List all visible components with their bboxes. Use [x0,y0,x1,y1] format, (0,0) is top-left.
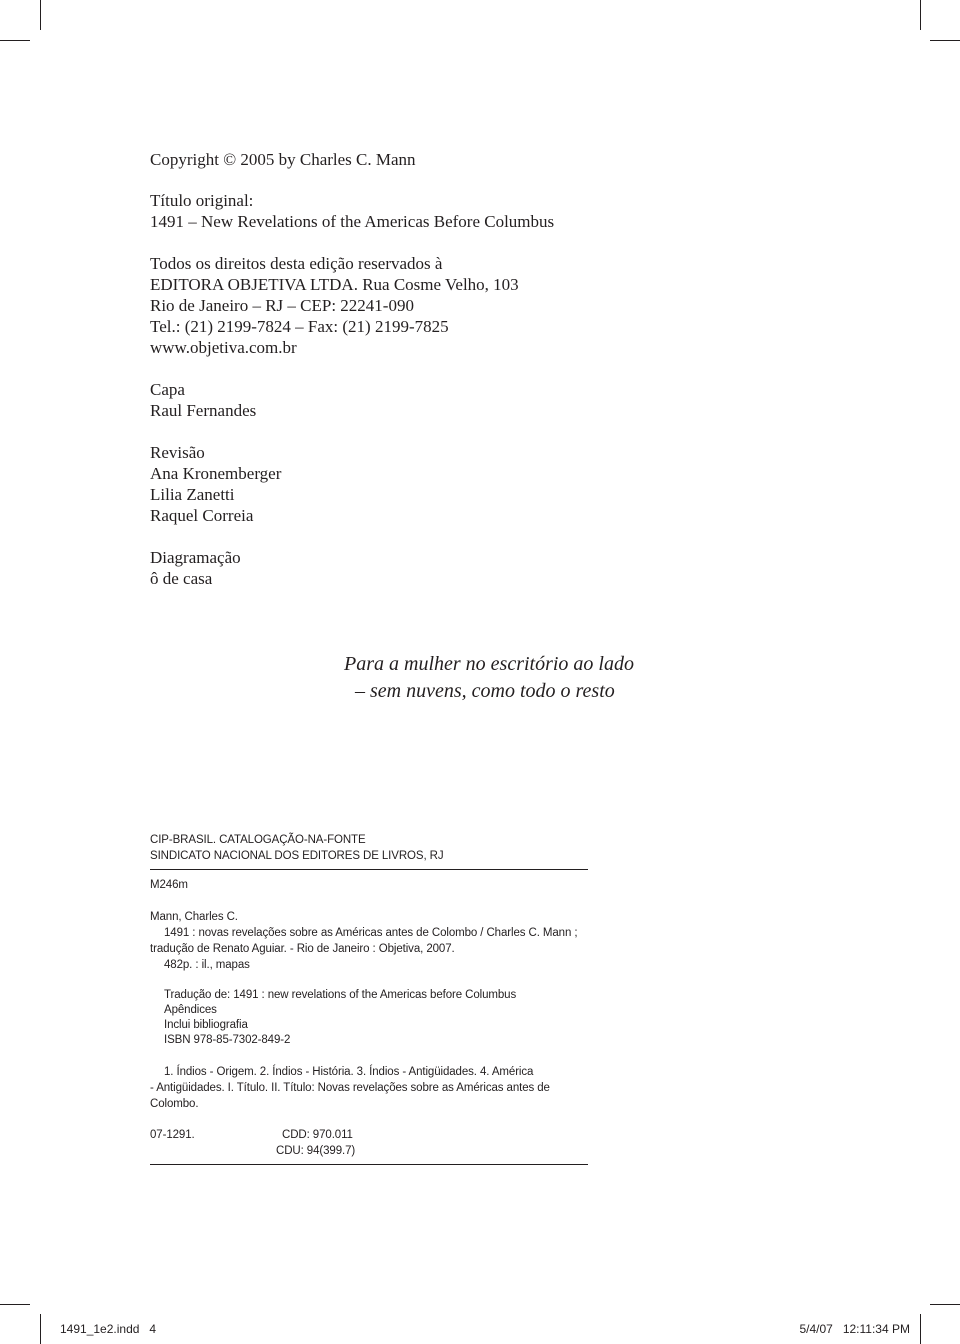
crop-mark-top-right-horizontal [930,40,960,41]
cip-note: Tradução de: 1491 : new revelations of the Americas before Columbus [164,989,517,1001]
cip-cdd: CDD: 970.011 [282,1129,353,1141]
credit-role-revision: Revisão [150,443,205,462]
crop-mark-top-left-horizontal [0,40,30,41]
cip-title-line: tradução de Renato Aguiar. - Rio de Janeiro : Objetiva, 2007. [150,943,455,955]
slug-filename: 1491_1e2.indd 4 [60,1322,157,1336]
cip-isbn: ISBN 978-85-7302-849-2 [164,1034,291,1046]
credit-name: Lilia Zanetti [150,485,235,504]
publisher-line: EDITORA OBJETIVA LTDA. Rua Cosme Velho, 103 [150,275,519,294]
publisher-line: Rio de Janeiro – RJ – CEP: 22241-090 [150,296,414,315]
cip-subjects-line: 1. Índios - Origem. 2. Índios - História. 3. Índios - Antigüidades. 4. América [164,1066,534,1078]
cip-call-number: M246m [150,879,188,891]
cip-author: Mann, Charles C. [150,911,238,923]
publisher-website: www.objetiva.com.br [150,338,297,357]
cip-top-rule [150,869,588,870]
crop-mark-top-right-vertical [920,0,921,30]
cip-note: Apêndices [164,1004,217,1016]
credit-name: Raquel Correia [150,506,254,525]
crop-mark-bottom-left-vertical [40,1314,41,1344]
cip-cdu: CDU: 94(399.7) [276,1145,356,1157]
publisher-line: Todos os direitos desta edição reservados à [150,254,443,273]
cip-header: CIP-BRASIL. CATALOGAÇÃO-NA-FONTE [150,834,366,846]
publisher-line: Tel.: (21) 2199-7824 – Fax: (21) 2199-7825 [150,317,449,336]
credit-name: Raul Fernandes [150,401,257,420]
copyright-line: Copyright © 2005 by Charles C. Mann [150,150,416,169]
dedication-line: Para a mulher no escritório ao lado [344,653,634,675]
crop-mark-bottom-right-vertical [920,1314,921,1344]
cip-subjects-line: Colombo. [150,1098,199,1110]
crop-mark-bottom-right-horizontal [930,1304,960,1305]
original-title-label: Título original: [150,191,254,210]
credit-role-layout: Diagramação [150,548,241,567]
cip-subjects-line: - Antigüidades. I. Título. II. Título: Novas revelações sobre as Américas antes de [150,1082,550,1094]
original-title: 1491 – New Revelations of the Americas Before Columbus [150,212,555,231]
dedication-line: – sem nuvens, como todo o resto [355,680,615,702]
cip-bottom-rule [150,1164,588,1165]
credit-name: ô de casa [150,569,213,588]
cip-note: Inclui bibliografia [164,1019,248,1031]
cip-title-line: 1491 : novas revelações sobre as Américas antes de Colombo / Charles C. Mann ; [164,927,578,939]
cip-physical-description: 482p. : il., mapas [164,959,250,971]
crop-mark-top-left-vertical [40,0,41,30]
slug-timestamp: 5/4/07 12:11:34 PM [799,1322,910,1336]
cip-header: SINDICATO NACIONAL DOS EDITORES DE LIVROS, RJ [150,850,444,862]
crop-mark-bottom-left-horizontal [0,1304,30,1305]
credit-name: Ana Kronemberger [150,464,282,483]
cip-control-number: 07-1291. [150,1129,195,1141]
credit-role-cover: Capa [150,380,185,399]
